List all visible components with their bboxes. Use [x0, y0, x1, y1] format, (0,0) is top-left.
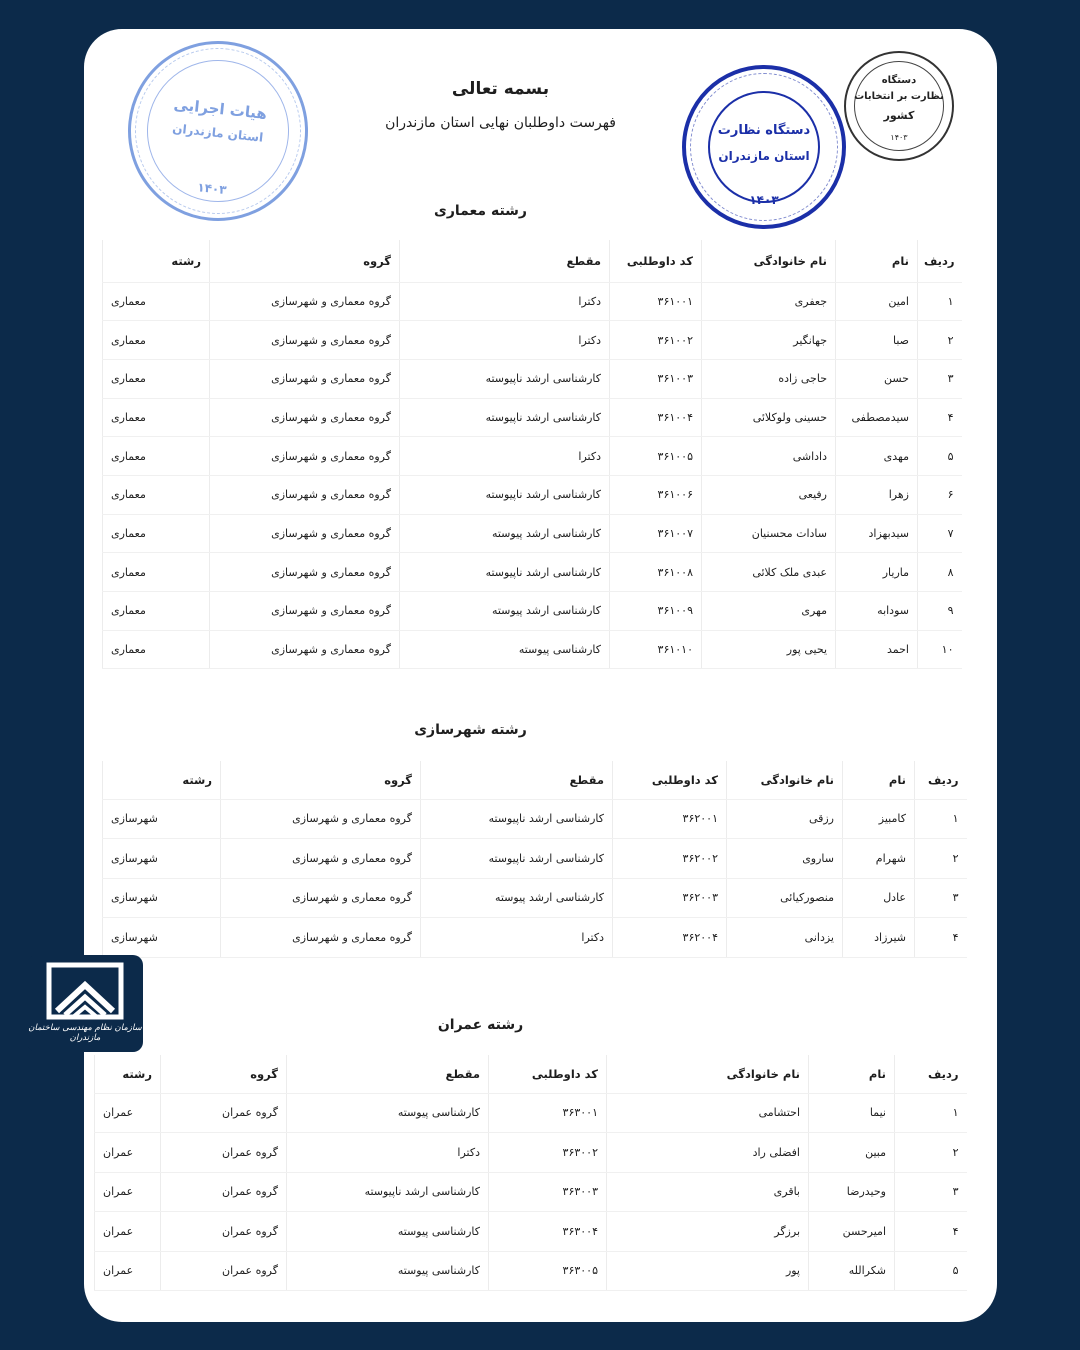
column-header-row-number: ردیف [918, 240, 962, 282]
cell-field: معماری [103, 475, 210, 514]
cell-candidate-code: ۳۶۲۰۰۱ [613, 799, 727, 839]
organization-logo [27, 955, 143, 1052]
cell-first-name: زهرا [836, 475, 918, 514]
cell-candidate-code: ۳۶۲۰۰۲ [613, 839, 727, 879]
cell-candidate-code: ۳۶۱۰۰۶ [610, 475, 702, 514]
cell-degree: کارشناسی ارشد ناپیوسته [421, 799, 613, 839]
cell-group: گروه معماری و شهرسازی [210, 398, 400, 437]
table-row [103, 553, 962, 592]
column-header-group: گروه [161, 1055, 287, 1093]
cell-last-name: ساروی [727, 839, 843, 879]
column-header-degree: مقطع [400, 240, 610, 282]
cell-row-number: ۴ [895, 1212, 967, 1252]
cell-candidate-code: ۳۶۱۰۰۸ [610, 553, 702, 592]
cell-field: معماری [103, 630, 210, 669]
cell-field: شهرسازی [103, 799, 221, 839]
cell-degree: کارشناسی ارشد ناپیوسته [400, 359, 610, 398]
column-header-field: رشته [95, 1055, 161, 1093]
table-row [103, 437, 962, 476]
column-header-first-name: نام [843, 761, 915, 799]
cell-group: گروه عمران [161, 1251, 287, 1291]
cell-group: گروه معماری و شهرسازی [210, 553, 400, 592]
cell-first-name: وحیدرضا [809, 1172, 895, 1212]
cell-group: گروه معماری و شهرسازی [210, 630, 400, 669]
table-header-row [103, 761, 967, 799]
column-header-candidate-code: کد داوطلبی [610, 240, 702, 282]
column-header-candidate-code: کد داوطلبی [613, 761, 727, 799]
cell-row-number: ۱ [895, 1093, 967, 1133]
table-row [95, 1172, 967, 1212]
cell-group: گروه معماری و شهرسازی [210, 514, 400, 553]
table-header-row [103, 240, 962, 282]
cell-field: معماری [103, 592, 210, 631]
table-row [95, 1133, 967, 1173]
cell-row-number: ۸ [918, 553, 962, 592]
column-header-field: رشته [103, 240, 210, 282]
section-title-architecture: رشته معماری [433, 203, 527, 219]
column-header-last-name: نام خانوادگی [607, 1055, 809, 1093]
cell-candidate-code: ۳۶۲۰۰۴ [613, 918, 727, 958]
cell-first-name: سیدبهزاد [836, 514, 918, 553]
cell-first-name: امیرحسن [809, 1212, 895, 1252]
cell-last-name: باقری [607, 1172, 809, 1212]
cell-group: گروه معماری و شهرسازی [210, 282, 400, 321]
table-row [103, 359, 962, 398]
cell-group: گروه عمران [161, 1133, 287, 1173]
cell-first-name: سیدمصطفی [836, 398, 918, 437]
section-title-urban-planning: رشته شهرسازی [414, 722, 527, 738]
cell-field: عمران [95, 1251, 161, 1291]
cell-first-name: نیما [809, 1093, 895, 1133]
cell-first-name: مبین [809, 1133, 895, 1173]
cell-candidate-code: ۳۶۳۰۰۱ [489, 1093, 607, 1133]
cell-field: شهرسازی [103, 878, 221, 918]
cell-degree: کارشناسی ارشد ناپیوسته [400, 475, 610, 514]
cell-group: گروه معماری و شهرسازی [210, 592, 400, 631]
cell-candidate-code: ۳۶۲۰۰۳ [613, 878, 727, 918]
cell-first-name: حسن [836, 359, 918, 398]
cell-last-name: منصورکیائی [727, 878, 843, 918]
cell-degree: کارشناسی ارشد پیوسته [400, 592, 610, 631]
cell-row-number: ۳ [895, 1172, 967, 1212]
cell-first-name: امین [836, 282, 918, 321]
column-header-row-number: ردیف [915, 761, 967, 799]
column-header-last-name: نام خانوادگی [727, 761, 843, 799]
column-header-field: رشته [103, 761, 221, 799]
cell-degree: کارشناسی ارشد ناپیوسته [400, 398, 610, 437]
table-row [95, 1251, 967, 1291]
cell-last-name: یحیی پور [702, 630, 836, 669]
cell-degree: کارشناسی پیوسته [400, 630, 610, 669]
cell-last-name: برزگر [607, 1212, 809, 1252]
cell-group: گروه معماری و شهرسازی [221, 878, 421, 918]
cell-last-name: رفیعی [702, 475, 836, 514]
civil-table [94, 1055, 967, 1291]
cell-last-name: احتشامی [607, 1093, 809, 1133]
cell-group: گروه عمران [161, 1093, 287, 1133]
cell-last-name: حاجی زاده [702, 359, 836, 398]
cell-first-name: صبا [836, 321, 918, 360]
cell-first-name: ماریار [836, 553, 918, 592]
cell-group: گروه عمران [161, 1172, 287, 1212]
cell-field: معماری [103, 553, 210, 592]
cell-first-name: مهدی [836, 437, 918, 476]
logo-caption: سازمان نظام مهندسی ساختمان مازندران [28, 1023, 142, 1043]
cell-row-number: ۱۰ [918, 630, 962, 669]
cell-candidate-code: ۳۶۱۰۰۳ [610, 359, 702, 398]
cell-candidate-code: ۳۶۳۰۰۲ [489, 1133, 607, 1173]
cell-field: عمران [95, 1172, 161, 1212]
cell-row-number: ۹ [918, 592, 962, 631]
cell-degree: کارشناسی ارشد ناپیوسته [421, 839, 613, 879]
national-supervision-stamp: دستگاه نظارت بر انتخابات کشور ۱۴۰۳ [844, 51, 954, 161]
column-header-first-name: نام [809, 1055, 895, 1093]
cell-group: گروه معماری و شهرسازی [210, 321, 400, 360]
cell-first-name: احمد [836, 630, 918, 669]
cell-candidate-code: ۳۶۱۰۱۰ [610, 630, 702, 669]
cell-degree: دکترا [287, 1133, 489, 1173]
column-header-group: گروه [221, 761, 421, 799]
cell-row-number: ۳ [918, 359, 962, 398]
table-row [103, 839, 967, 879]
cell-row-number: ۶ [918, 475, 962, 514]
cell-field: معماری [103, 514, 210, 553]
cell-candidate-code: ۳۶۳۰۰۵ [489, 1251, 607, 1291]
cell-first-name: شهرام [843, 839, 915, 879]
cell-first-name: شیرزاد [843, 918, 915, 958]
cell-candidate-code: ۳۶۱۰۰۷ [610, 514, 702, 553]
cell-row-number: ۱ [915, 799, 967, 839]
cell-group: گروه عمران [161, 1212, 287, 1252]
table-header-row [95, 1055, 967, 1093]
cell-group: گروه معماری و شهرسازی [221, 799, 421, 839]
cell-degree: کارشناسی ارشد ناپیوسته [287, 1172, 489, 1212]
urban-planning-table [102, 761, 967, 958]
cell-candidate-code: ۳۶۳۰۰۴ [489, 1212, 607, 1252]
cell-row-number: ۲ [915, 839, 967, 879]
cell-candidate-code: ۳۶۱۰۰۴ [610, 398, 702, 437]
cell-last-name: پور [607, 1251, 809, 1291]
cell-field: معماری [103, 321, 210, 360]
column-header-candidate-code: کد داوطلبی [489, 1055, 607, 1093]
table-row [95, 1212, 967, 1252]
table-row [95, 1093, 967, 1133]
cell-degree: کارشناسی ارشد پیوسته [421, 878, 613, 918]
document-title: بسمه تعالی [451, 79, 550, 99]
cell-row-number: ۵ [895, 1251, 967, 1291]
cell-candidate-code: ۳۶۱۰۰۵ [610, 437, 702, 476]
cell-degree: کارشناسی پیوسته [287, 1093, 489, 1133]
cell-row-number: ۷ [918, 514, 962, 553]
cell-last-name: مهری [702, 592, 836, 631]
cell-degree: کارشناسی پیوسته [287, 1251, 489, 1291]
cell-degree: دکترا [421, 918, 613, 958]
cell-degree: دکترا [400, 321, 610, 360]
cell-group: گروه معماری و شهرسازی [221, 839, 421, 879]
cell-candidate-code: ۳۶۱۰۰۹ [610, 592, 702, 631]
section-title-civil: رشته عمران [437, 1017, 524, 1033]
cell-last-name: جعفری [702, 282, 836, 321]
cell-first-name: عادل [843, 878, 915, 918]
cell-field: شهرسازی [103, 839, 221, 879]
table-row [103, 799, 967, 839]
building-logo-icon [27, 955, 143, 1027]
cell-last-name: یزدانی [727, 918, 843, 958]
cell-field: شهرسازی [103, 918, 221, 958]
cell-row-number: ۴ [915, 918, 967, 958]
table-row [103, 398, 962, 437]
table-row [103, 514, 962, 553]
table-row [103, 475, 962, 514]
cell-last-name: سادات محسنیان [702, 514, 836, 553]
column-header-last-name: نام خانوادگی [702, 240, 836, 282]
column-header-degree: مقطع [287, 1055, 489, 1093]
column-header-first-name: نام [836, 240, 918, 282]
table-row [103, 282, 962, 321]
cell-degree: کارشناسی پیوسته [287, 1212, 489, 1252]
cell-first-name: سودابه [836, 592, 918, 631]
cell-field: عمران [95, 1133, 161, 1173]
cell-candidate-code: ۳۶۱۰۰۱ [610, 282, 702, 321]
cell-first-name: کامبیز [843, 799, 915, 839]
cell-row-number: ۱ [918, 282, 962, 321]
cell-last-name: حسینی ولوکلائی [702, 398, 836, 437]
cell-degree: دکترا [400, 437, 610, 476]
document-sheet [84, 29, 997, 1322]
cell-field: عمران [95, 1093, 161, 1133]
cell-last-name: عبدی ملک کلائی [702, 553, 836, 592]
cell-group: گروه معماری و شهرسازی [210, 475, 400, 514]
cell-row-number: ۲ [895, 1133, 967, 1173]
cell-degree: کارشناسی ارشد پیوسته [400, 514, 610, 553]
cell-field: عمران [95, 1212, 161, 1252]
cell-field: معماری [103, 437, 210, 476]
cell-row-number: ۵ [918, 437, 962, 476]
cell-field: معماری [103, 282, 210, 321]
table-row [103, 878, 967, 918]
cell-candidate-code: ۳۶۱۰۰۲ [610, 321, 702, 360]
document-subtitle: فهرست داوطلبان نهایی استان مازندران [385, 115, 616, 131]
cell-last-name: جهانگیر [702, 321, 836, 360]
table-row [103, 321, 962, 360]
column-header-degree: مقطع [421, 761, 613, 799]
supervision-stamp: دستگاه نظارت استان مازندران ۱۴۰۳ [682, 65, 846, 229]
cell-last-name: افضلی راد [607, 1133, 809, 1173]
cell-field: معماری [103, 398, 210, 437]
architecture-table [102, 240, 962, 669]
table-row [103, 918, 967, 958]
table-row [103, 630, 962, 669]
cell-row-number: ۲ [918, 321, 962, 360]
executive-board-stamp: هیات اجرایی استان مازندران ۱۴۰۳ [119, 32, 317, 230]
table-row [103, 592, 962, 631]
cell-last-name: داداشی [702, 437, 836, 476]
cell-degree: دکترا [400, 282, 610, 321]
cell-first-name: شکرالله [809, 1251, 895, 1291]
cell-field: معماری [103, 359, 210, 398]
cell-candidate-code: ۳۶۳۰۰۳ [489, 1172, 607, 1212]
cell-last-name: رزقی [727, 799, 843, 839]
column-header-row-number: ردیف [895, 1055, 967, 1093]
cell-group: گروه معماری و شهرسازی [221, 918, 421, 958]
cell-group: گروه معماری و شهرسازی [210, 437, 400, 476]
cell-row-number: ۴ [918, 398, 962, 437]
column-header-group: گروه [210, 240, 400, 282]
cell-group: گروه معماری و شهرسازی [210, 359, 400, 398]
cell-row-number: ۳ [915, 878, 967, 918]
cell-degree: کارشناسی ارشد ناپیوسته [400, 553, 610, 592]
